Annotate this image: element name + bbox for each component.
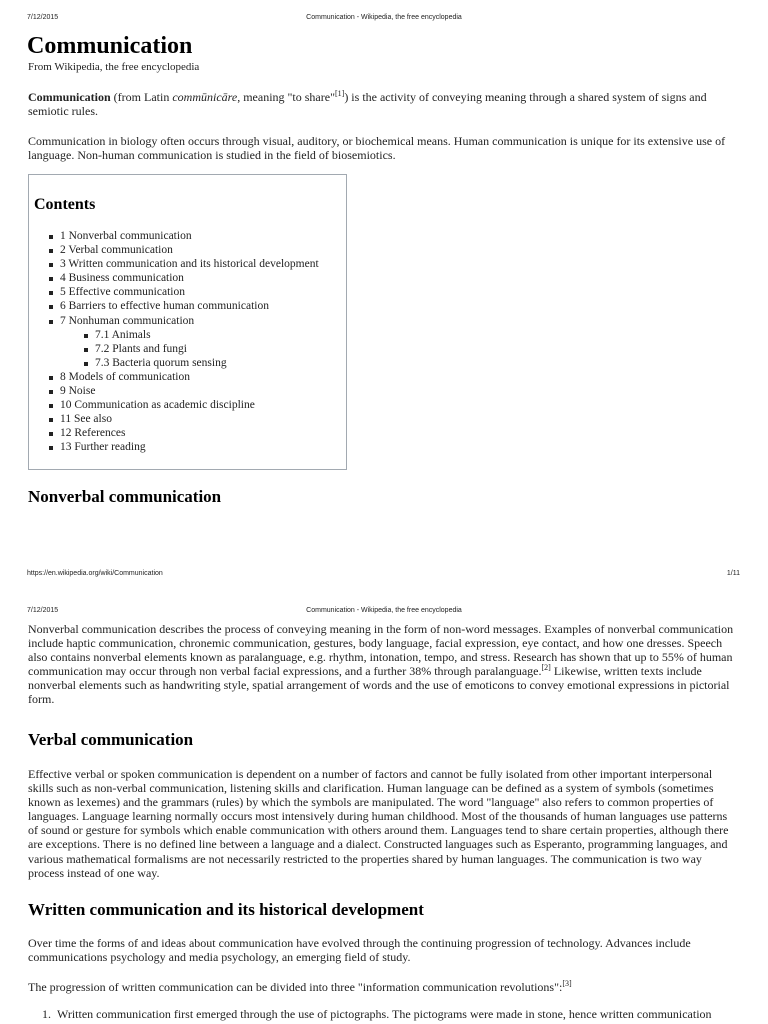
page1-header-date: 7/12/2015 [27,14,59,21]
toc-item[interactable]: 10 Communication as academic discipline [49,398,319,412]
list-item [42,1007,740,1021]
list-item-text: Written communication first emerged through the use of pictographs. The pictograms were made in stone, hence written communication [57,1007,712,1021]
heading-verbal: Verbal communication [28,730,194,749]
written-text-1: Over time the forms of and ideas about communication have evolved through the continuing progression of technology. Advances include communications psychology and media psychology, an emerging field of study. [28,936,691,965]
page1-header-title: Communication - Wikipedia, the free encyclopedia [306,14,462,21]
heading-written: Written communication and its historical development [28,900,424,919]
ref-link-2[interactable]: [2] [541,663,551,673]
page1-print-header [0,12,768,24]
toc-item[interactable]: 12 References [49,426,319,440]
toc-item[interactable]: 9 Noise [49,384,319,398]
toc-subitem[interactable]: 7.2 Plants and fungi [84,342,319,356]
toc-subitem[interactable]: 7.1 Animals [84,328,319,342]
toc-item[interactable]: 6 Barriers to effective human communication [49,299,319,313]
table-of-contents [28,174,347,470]
toc-item[interactable]: 13 Further reading [49,440,319,454]
lead-part3: ) is the activity of conveying meaning through a shared system of signs and semiotic rules. [28,90,707,119]
list-item-number: 1. [42,1007,51,1021]
toc-item[interactable]: 5 Effective communication [49,285,319,299]
nonverbal-text-1: Nonverbal communication describes the process of conveying meaning in the form of non-word messages. Examples of nonverbal communication include haptic communication, chronemic communication, gestures, body language, facial expression, eye contact, and how one dresses. Speech also contains nonverbal elements known as paralanguage, e.g. rhythm, intonation, tempo, and stress. Research has shown that up to 55% of human communication may occur through non verbal facial expressions, and a further 38% through paralanguage. [28,622,734,679]
toc-title: Contents [34,196,96,213]
lead-term: Communication [28,90,111,104]
toc-item[interactable]: 7 Nonhuman communication [49,314,319,328]
nonverbal-paragraph [28,622,740,707]
lead-part2: , meaning "to share" [237,90,335,104]
toc-item[interactable]: 2 Verbal communication [49,243,319,257]
written-paragraph-2 [28,980,740,994]
verbal-paragraph [28,767,740,880]
intro-paragraph-2 [28,134,740,162]
lead-part1: (from Latin [110,90,173,104]
page1-footer-url: https://en.wikipedia.org/wiki/Communication [27,570,163,577]
written-paragraph-1 [28,936,740,964]
page2-header-date: 7/12/2015 [27,607,59,614]
ref-link-3[interactable]: [3] [562,979,572,988]
toc-item[interactable]: 1 Nonverbal communication [49,229,319,243]
toc-item[interactable]: 8 Models of communication [49,370,319,384]
verbal-text: Effective verbal or spoken communication is dependent on a number of factors and cannot be fully isolated from other important interpersonal skills such as non-verbal communication, listening skills and clarification. Human language can be defined as a system of symbols (sometimes known as lexemes) and the grammars (rules) by which the symbols are manipulated. The word "language" also refers to common properties of languages. Language learning normally occurs most intensively during human childhood. Most of the thousands of human languages use patterns of sound or gesture for symbols which enable communication with others around them. Languages tend to share certain properties, although there are exceptions. There is no defined line between a language and a dialect. Constructed languages such as Esperanto, programming languages, and various mathematical formalisms are not necessarily restricted to the properties shared by human languages. The communication is two way process instead of one way. [28,767,729,880]
page2-print-header [0,605,768,617]
article-subtitle: From Wikipedia, the free encyclopedia [28,61,200,73]
page2-header-title: Communication - Wikipedia, the free encyclopedia [306,607,462,614]
written-list [42,1007,740,1021]
heading-nonverbal: Nonverbal communication [28,487,222,506]
written-text-2: The progression of written communication can be divided into three "information communication revolutions": [28,980,563,994]
toc-item[interactable]: 4 Business communication [49,271,319,285]
toc-list [49,229,319,455]
lead-latin: commūnicāre [172,90,238,104]
toc-item[interactable]: 11 See also [49,412,319,426]
page1-print-footer [0,568,768,580]
ref-link-1[interactable]: [1] [334,89,345,98]
page1-footer-page: 1/11 [726,570,740,577]
toc-subitem[interactable]: 7.3 Bacteria quorum sensing [84,356,319,370]
intro-paragraph-2-text: Communication in biology often occurs through visual, auditory, or biochemical means. Human communication is unique for its extensive use of language. Non-human communication is studied in the field of biosemiotics. [28,134,726,163]
nonverbal-text-2: Likewise, written texts include nonverbal elements such as handwriting style, spatial arrangement of words and the use of emoticons to convey emotional expressions in pictorial form. [28,664,730,707]
article-title: Communication [27,33,193,59]
lead-paragraph [28,90,740,118]
toc-item[interactable]: 3 Written communication and its historical development [49,257,319,271]
